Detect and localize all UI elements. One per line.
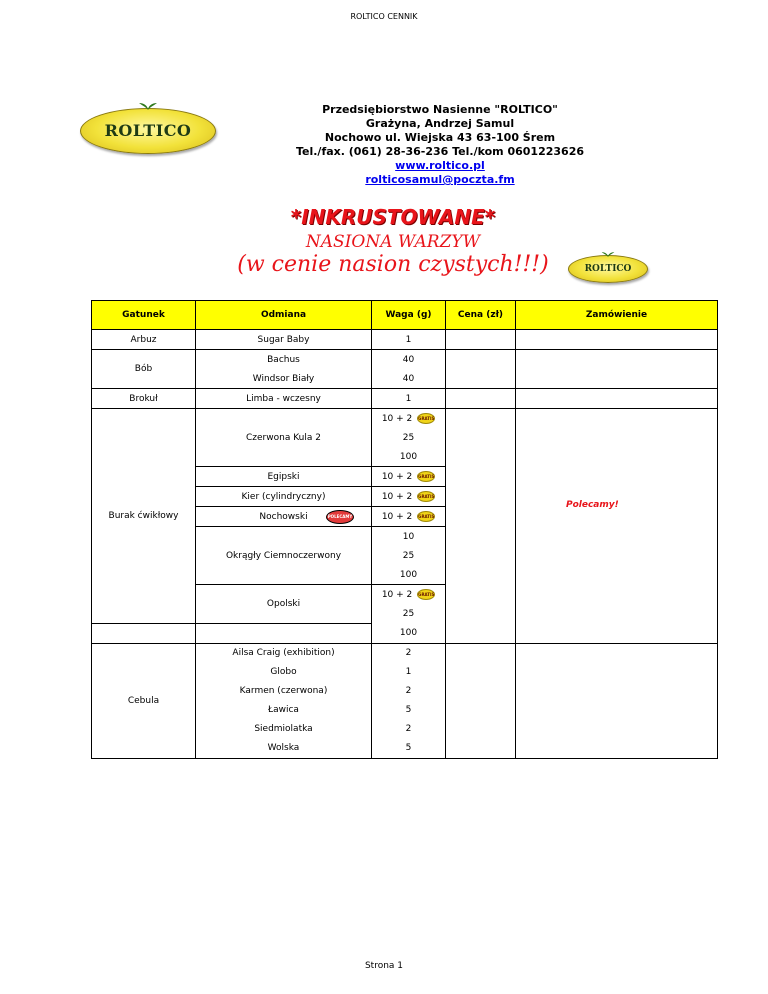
weight-value: 10 + 2	[381, 590, 413, 600]
table-row	[92, 623, 718, 643]
promo-headline: *INKRUSTOWANE*	[290, 205, 496, 229]
price-cell[interactable]	[446, 643, 516, 758]
page-header: ROLTICO CENNIK	[350, 12, 418, 21]
promo-note: (w cenie nasion czystych!!!)	[237, 252, 549, 277]
weight-value: 10 + 2	[381, 472, 413, 482]
weight-cell: 2	[372, 720, 446, 739]
weight-cell: 25	[372, 428, 446, 447]
logo-text: ROLTICO	[584, 264, 632, 274]
variety-cell: Ailsa Craig (exhibition)	[196, 643, 372, 663]
header-zamowienie: Zamówienie	[516, 301, 718, 330]
species-cell: Cebula	[92, 643, 196, 758]
variety-cell: Czerwona Kula 2	[196, 409, 372, 467]
weight-cell: 1	[372, 389, 446, 409]
gratis-badge-icon: GRATIS	[417, 511, 435, 522]
weight-cell: 1	[372, 330, 446, 350]
variety-cell: Okrągły Ciemnoczerwony	[196, 527, 372, 585]
variety-cell	[196, 507, 372, 527]
variety-cell-continued	[196, 623, 372, 643]
sprout-icon	[138, 100, 158, 110]
company-info	[240, 103, 640, 187]
table-row	[92, 409, 718, 429]
price-cell[interactable]	[446, 409, 516, 624]
gratis-badge-icon: GRATIS	[417, 589, 435, 600]
header-gatunek: Gatunek	[92, 301, 196, 330]
weight-cell	[372, 487, 446, 507]
variety-cell: Karmen (czerwona)	[196, 682, 372, 701]
website-link[interactable]: www.roltico.pl	[395, 159, 485, 172]
variety-cell: Opolski	[196, 585, 372, 624]
variety-cell: Kier (cylindryczny)	[196, 487, 372, 507]
roltico-logo-small	[568, 255, 648, 283]
sprout-icon	[601, 250, 615, 257]
gratis-badge-icon: GRATIS	[417, 413, 435, 424]
gratis-badge-icon: GRATIS	[417, 491, 435, 502]
weight-cell: 40	[372, 369, 446, 389]
price-cell[interactable]	[446, 389, 516, 409]
weight-cell: 1	[372, 663, 446, 682]
variety-cell: Siedmiolatka	[196, 720, 372, 739]
weight-cell: 25	[372, 546, 446, 565]
variety-cell: Globo	[196, 663, 372, 682]
company-owners: Grażyna, Andrzej Samul	[365, 117, 515, 130]
weight-cell	[372, 467, 446, 487]
weight-cell: 2	[372, 643, 446, 663]
weight-value: 10 + 2	[381, 492, 413, 502]
price-cell[interactable]	[446, 350, 516, 389]
weight-cell: 100	[372, 623, 446, 643]
price-cell-continued[interactable]	[446, 623, 516, 643]
weight-cell: 10	[372, 527, 446, 547]
table-row	[92, 350, 718, 370]
weight-value: 10 + 2	[381, 414, 413, 424]
table-row	[92, 389, 718, 409]
order-cell[interactable]	[516, 350, 718, 389]
price-table	[91, 300, 718, 759]
variety-cell: Egipski	[196, 467, 372, 487]
gratis-badge-icon: GRATIS	[417, 471, 435, 482]
weight-cell	[372, 507, 446, 527]
weight-cell: 2	[372, 682, 446, 701]
variety-cell: Windsor Biały	[196, 369, 372, 389]
company-name: Przedsiębiorstwo Nasienne "ROLTICO"	[322, 103, 558, 116]
table-row	[92, 643, 718, 663]
company-phone: Tel./fax. (061) 28-36-236 Tel./kom 0601223626	[295, 145, 585, 158]
table-header-row	[92, 301, 718, 330]
variety-cell: Wolska	[196, 739, 372, 759]
polecamy-note: Polecamy!	[566, 500, 619, 510]
species-cell: Brokuł	[92, 389, 196, 409]
order-cell[interactable]	[516, 330, 718, 350]
weight-value: 10 + 2	[381, 512, 413, 522]
order-cell[interactable]	[516, 409, 718, 624]
page-footer: Strona 1	[364, 961, 404, 971]
company-address: Nochowo ul. Wiejska 43 63-100 Śrem	[324, 131, 556, 144]
order-cell-continued[interactable]	[516, 623, 718, 643]
species-cell: Bób	[92, 350, 196, 389]
weight-cell	[372, 409, 446, 429]
logo-text: ROLTICO	[104, 121, 192, 140]
weight-cell: 100	[372, 447, 446, 467]
variety-cell: Limba - wczesny	[196, 389, 372, 409]
variety-cell: Ławica	[196, 701, 372, 720]
weight-cell: 100	[372, 565, 446, 585]
table-row	[92, 330, 718, 350]
variety-cell: Bachus	[196, 350, 372, 370]
species-cell: Arbuz	[92, 330, 196, 350]
header-cena: Cena (zł)	[446, 301, 516, 330]
variety-label: Nochowski	[259, 511, 308, 522]
weight-cell	[372, 585, 446, 605]
header-odmiana: Odmiana	[196, 301, 372, 330]
weight-cell: 25	[372, 604, 446, 623]
species-cell: Burak ćwikłowy	[92, 409, 196, 624]
price-cell[interactable]	[446, 330, 516, 350]
roltico-logo	[80, 108, 216, 154]
order-cell[interactable]	[516, 389, 718, 409]
weight-cell: 5	[372, 701, 446, 720]
promo-subheadline: NASIONA WARZYW	[305, 232, 481, 252]
order-cell[interactable]	[516, 643, 718, 758]
header-waga: Waga (g)	[372, 301, 446, 330]
email-link[interactable]: rolticosamul@poczta.fm	[365, 173, 515, 186]
weight-cell: 40	[372, 350, 446, 370]
weight-cell: 5	[372, 739, 446, 759]
species-cell-continued	[92, 623, 196, 643]
variety-cell: Sugar Baby	[196, 330, 372, 350]
polecamy-badge-icon: POLECAMY	[326, 510, 354, 524]
